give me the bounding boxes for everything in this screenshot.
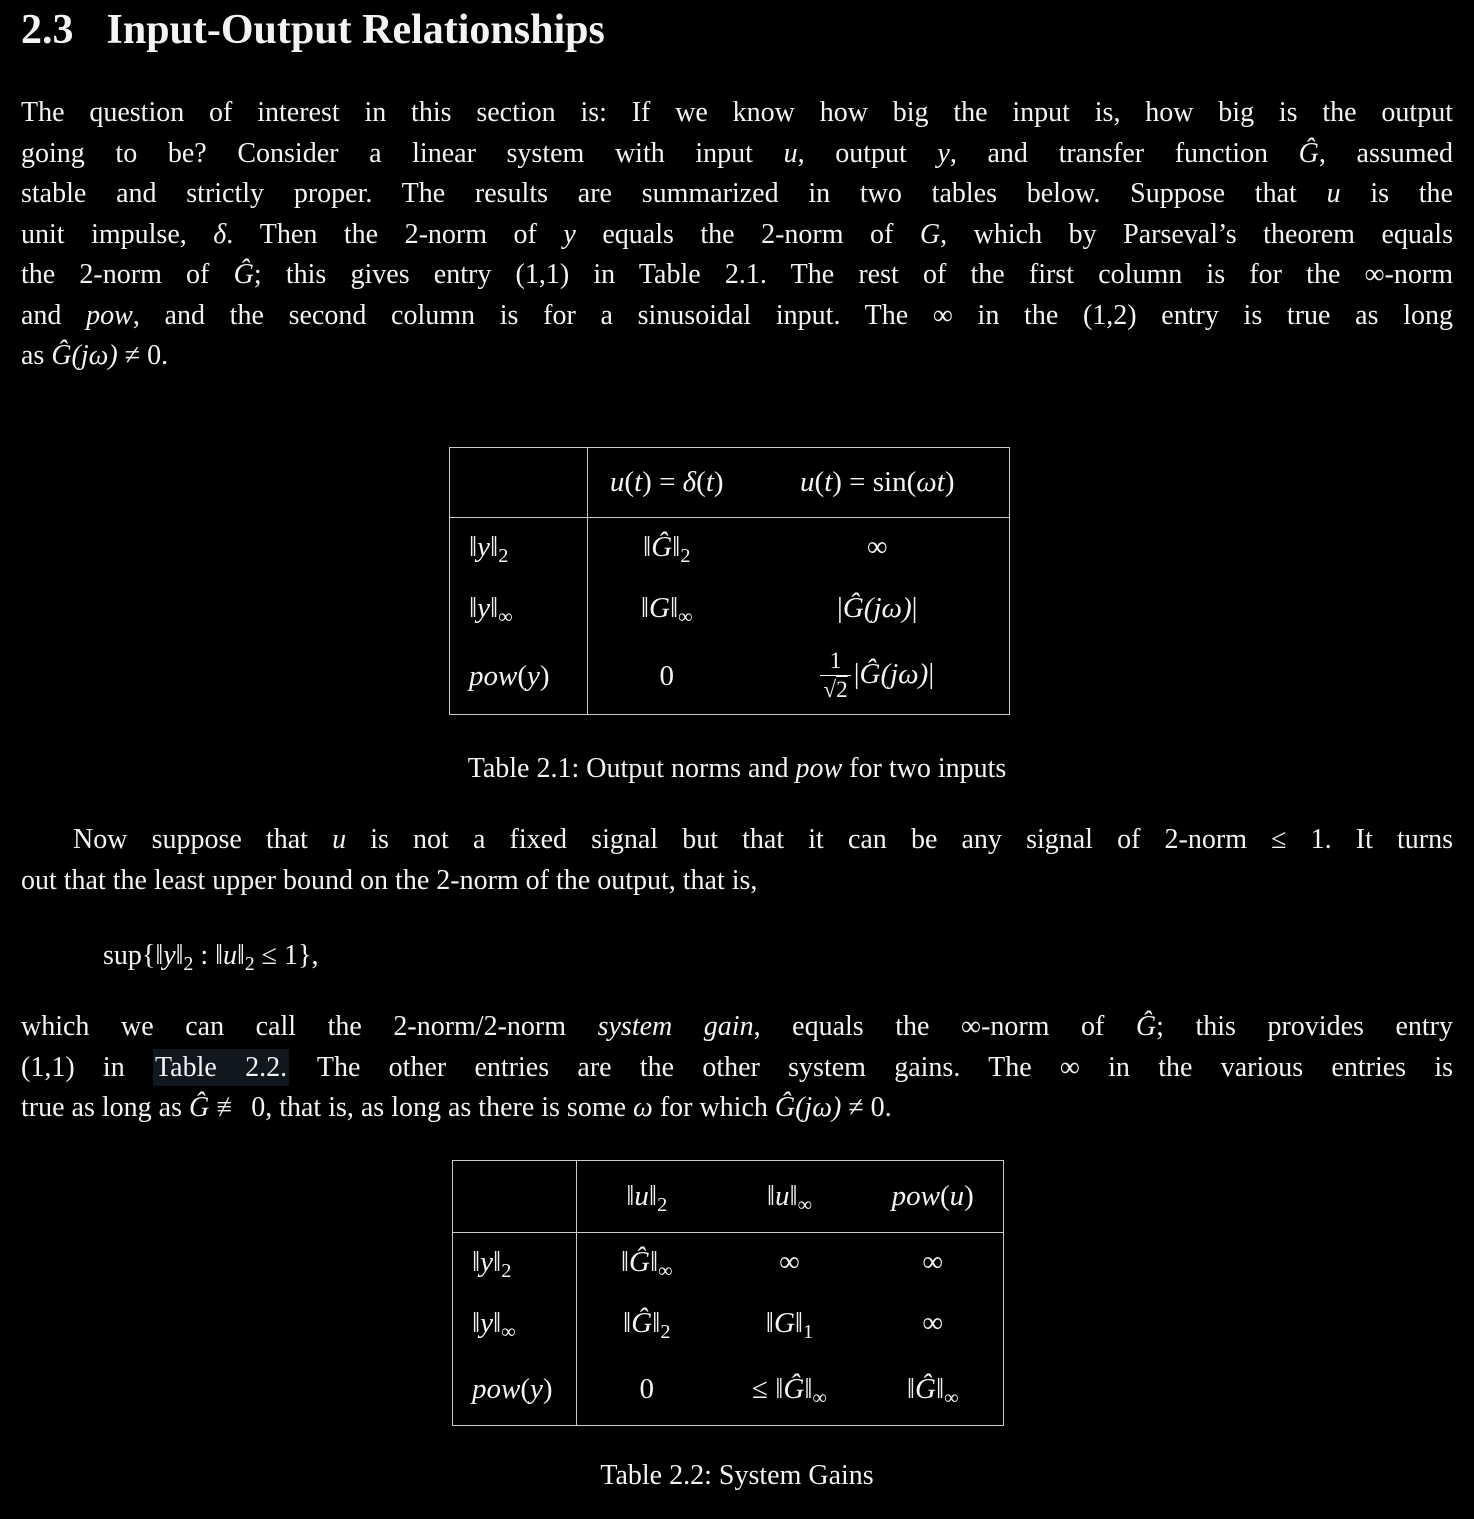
text-segment: Ĝ — [1298, 137, 1319, 169]
text-segment: t — [824, 466, 833, 498]
text-segment: the 2-norm of — [21, 259, 234, 290]
text-segment: ‖ — [493, 1307, 502, 1339]
paragraph-intro — [21, 93, 1453, 377]
text-line — [21, 1007, 1453, 1048]
text-segment: stable and strictly proper. The results are summarized in two tables below. Suppose that — [21, 178, 1327, 209]
text-segment: Ĝ — [629, 1246, 650, 1279]
text-segment: The question of interest in this section is: If we know how big the input is, how big is the output — [21, 97, 1453, 128]
text-segment: ‖ — [669, 592, 679, 624]
text-segment: ωt — [916, 466, 945, 498]
text-segment: ‖ — [672, 531, 681, 564]
row-label-yinfnorm — [453, 1293, 577, 1355]
table-header-row — [453, 1161, 1004, 1233]
text-segment: ( — [520, 1373, 531, 1406]
text-segment: ‖ — [472, 1307, 481, 1339]
table-cell — [588, 518, 746, 578]
text-line — [21, 336, 1453, 377]
text-segment: Ĝ — [233, 259, 254, 290]
system-gains-table — [452, 1160, 1004, 1426]
text-segment: , equals the ∞-norm of — [753, 1011, 1136, 1042]
text-segment: pow — [86, 299, 133, 331]
text-segment: ‖ — [640, 592, 650, 624]
text-segment: y — [477, 531, 491, 564]
text-segment: ≢ 0, that is, as long as there is some — [209, 1092, 634, 1123]
text-segment: equals the 2-norm of — [575, 218, 920, 250]
text-segment: ) — [713, 466, 724, 498]
text-segment: is not a fixed signal but that it can be any signal of 2-norm ≤ 1. It turns — [346, 824, 1454, 855]
text-segment: as — [21, 340, 52, 371]
text-segment: pow — [795, 753, 843, 784]
text-segment: ∞ — [922, 1246, 944, 1279]
fraction-rest — [854, 658, 934, 690]
text-line — [21, 93, 1453, 134]
text-segment: for which — [652, 1092, 775, 1123]
table-cell — [863, 1233, 1004, 1293]
text-segment: , and transfer function — [949, 137, 1299, 169]
text-segment: 2 — [244, 953, 255, 975]
row-label-y2norm — [450, 518, 588, 578]
text-segment: ‖ — [236, 940, 245, 971]
text-segment: 1 — [803, 1321, 814, 1344]
text-segment: ≤ 1}, — [254, 940, 319, 971]
table-row — [450, 640, 1010, 715]
table-row — [450, 518, 1010, 578]
row-label-y2norm — [453, 1233, 577, 1293]
text-segment: true as long as — [21, 1092, 189, 1123]
paragraph-gains-intro — [21, 820, 1453, 901]
text-segment: ( — [624, 466, 635, 498]
row-label-pow — [453, 1355, 577, 1426]
text-segment: | — [928, 658, 935, 691]
text-segment: ‖ — [794, 1307, 804, 1339]
text-segment: ) — [539, 660, 550, 693]
text-segment: unit impulse, — [21, 218, 214, 250]
table-corner-cell — [450, 448, 588, 518]
table-cell — [717, 1233, 863, 1293]
text-segment: y — [527, 660, 540, 693]
text-segment: ; this gives entry (1,1) in Table 2.1. The rest of the first column is for the ∞-norm — [253, 259, 1453, 290]
text-segment: δ — [213, 218, 227, 250]
table-cell — [577, 1293, 717, 1355]
text-segment: ‖ — [175, 940, 184, 971]
text-segment: ω — [633, 1092, 653, 1123]
text-segment: y — [477, 592, 491, 624]
fraction-denominator — [820, 675, 850, 705]
text-segment: ‖ — [469, 592, 478, 624]
table-cell — [863, 1355, 1004, 1426]
text-line — [21, 174, 1453, 215]
text-segment: u — [609, 466, 625, 498]
text-segment: ‖ — [469, 531, 478, 564]
text-segment: | — [911, 592, 918, 624]
text-segment: t — [705, 466, 714, 498]
text-segment: out that the least upper bound on the 2-norm of the output, that is, — [21, 864, 758, 896]
table-cell — [577, 1355, 717, 1426]
text-segment: ) = — [642, 466, 683, 498]
text-segment: Ĝ — [188, 1092, 210, 1123]
text-segment: ∞ — [779, 1246, 800, 1279]
text-segment: u — [634, 1180, 649, 1212]
text-segment: ‖ — [623, 1307, 632, 1339]
text-segment: y — [163, 940, 176, 971]
text-segment: ( — [696, 466, 706, 498]
text-segment: ‖ — [155, 940, 164, 971]
table-row — [450, 578, 1010, 640]
text-segment: ‖ — [935, 1373, 945, 1406]
row-label-pow — [450, 640, 588, 715]
text-segment: which we can call the 2-norm/2-norm — [21, 1011, 598, 1042]
header-cell-impulse-input — [588, 448, 746, 518]
text-segment: ‖ — [789, 1180, 798, 1212]
text-line — [21, 134, 1453, 175]
text-line — [21, 820, 1453, 861]
text-segment: ‖ — [765, 1307, 774, 1339]
section-heading — [21, 6, 605, 54]
table-2-1-caption — [0, 751, 1474, 787]
text-segment: ≠ 0. — [841, 1092, 892, 1123]
text-segment: Ĝ(jω) — [842, 592, 912, 624]
text-segment: for two inputs — [842, 753, 1007, 784]
table-row — [453, 1233, 1004, 1293]
text-segment: Ĝ(jω) — [774, 1092, 842, 1123]
text-segment: ‖ — [620, 1246, 630, 1279]
text-segment: Ĝ(jω) — [859, 658, 929, 691]
radicand: 2 — [836, 677, 848, 704]
header-cell-powu — [863, 1161, 1004, 1233]
fraction-numerator: 1 — [829, 648, 842, 675]
text-segment: ‖ — [804, 1373, 813, 1406]
text-segment: δ — [682, 466, 697, 498]
text-segment: going to be? Consider a linear system with input — [21, 137, 784, 169]
text-segment: ∞ — [658, 1260, 673, 1283]
text-segment: ‖ — [649, 1246, 659, 1279]
section-number: 2.3 — [21, 7, 74, 53]
text-segment: , assumed — [1318, 137, 1453, 169]
output-norms-table — [449, 447, 1010, 715]
text-segment: Table 2.1: Output norms and — [467, 753, 796, 784]
text-segment: (1,1) in — [21, 1051, 153, 1083]
text-segment: | — [837, 592, 843, 624]
text-segment: ‖ — [472, 1246, 481, 1279]
text-segment: 2 — [660, 1321, 671, 1344]
row-label-yinfnorm — [450, 578, 588, 640]
text-segment: Ĝ(jω) — [51, 340, 118, 371]
text-segment: ‖ — [766, 1180, 776, 1212]
text-segment: ‖ — [648, 1180, 658, 1212]
text-segment: ∞ — [866, 531, 888, 564]
text-segment: ∞ — [944, 1387, 959, 1410]
text-segment: Table 2.2: System Gains — [600, 1460, 874, 1491]
text-line — [21, 1088, 1453, 1129]
text-segment: Ĝ — [915, 1373, 936, 1406]
header-cell-sinusoid-input — [746, 448, 1010, 518]
paragraph-system-gain — [21, 1007, 1453, 1129]
text-segment: | — [853, 658, 860, 691]
table-row — [453, 1355, 1004, 1426]
text-segment: ( — [814, 466, 825, 498]
text-segment: ‖ — [626, 1180, 635, 1212]
text-segment: pow — [472, 1373, 521, 1406]
table-row — [453, 1293, 1004, 1355]
text-segment: , output — [797, 137, 938, 169]
text-segment: . Then the 2-norm of — [226, 218, 564, 250]
text-segment: u — [783, 137, 798, 169]
table-cell — [588, 578, 746, 640]
text-segment: ‖ — [652, 1307, 661, 1339]
text-segment: u — [332, 824, 347, 855]
text-segment: ∞ — [498, 606, 513, 629]
fraction — [820, 648, 850, 705]
text-segment: ( — [517, 660, 528, 693]
text-segment: Ĝ — [631, 1307, 653, 1339]
text-segment: u — [1326, 178, 1341, 209]
text-segment: ∞ — [501, 1321, 516, 1344]
text-segment: u — [222, 940, 237, 971]
text-segment: is the — [1340, 178, 1453, 209]
text-segment: 2 — [498, 545, 509, 568]
text-segment: 2 — [657, 1194, 668, 1217]
text-line — [21, 296, 1453, 337]
table-cell-fraction — [746, 640, 1010, 715]
text-segment: ∞ — [812, 1387, 827, 1410]
header-cell-uinfnorm — [717, 1161, 863, 1233]
text-segment: G — [649, 592, 670, 624]
text-segment: y — [480, 1307, 494, 1339]
text-segment: ≠ 0. — [117, 340, 169, 371]
text-segment: ‖ — [906, 1373, 916, 1406]
text-segment: ) = sin( — [832, 466, 917, 498]
text-segment: ) — [964, 1180, 974, 1212]
table-cell — [717, 1293, 863, 1355]
text-segment: pow — [469, 660, 518, 693]
table-header-row — [450, 448, 1010, 518]
display-formula-sup — [103, 936, 318, 976]
text-line — [21, 1048, 1453, 1089]
text-segment: ‖ — [490, 592, 499, 624]
text-segment: , and the second column is for a sinusoidal input. The ∞ in the (1,2) entry is true as long — [132, 299, 1453, 331]
table-2-2-caption — [0, 1458, 1474, 1494]
table-cell — [746, 518, 1010, 578]
text-segment: sup{ — [103, 940, 156, 971]
text-segment: Now suppose that — [73, 824, 333, 855]
header-cell-u2norm — [577, 1161, 717, 1233]
text-segment: ( — [940, 1180, 950, 1212]
text-segment: G — [773, 1307, 795, 1339]
text-segment: ) — [542, 1373, 553, 1406]
text-segment: ∞ — [797, 1194, 813, 1217]
text-segment: Ĝ — [783, 1373, 805, 1406]
text-segment: Ĝ — [1135, 1011, 1157, 1042]
text-segment: u — [800, 466, 815, 498]
text-segment: t — [634, 466, 643, 498]
text-segment: ‖ — [775, 1373, 784, 1406]
text-segment: y — [480, 1246, 494, 1279]
radical-sign: √ — [823, 677, 837, 704]
text-segment: Ĝ — [651, 531, 673, 564]
table-cell — [577, 1233, 717, 1293]
text-segment: 0 — [659, 660, 674, 693]
text-segment: y — [563, 218, 576, 250]
text-line — [21, 861, 1453, 902]
section-title: Input-Output Relationships — [106, 7, 605, 53]
text-segment: 0 — [639, 1373, 654, 1406]
text-segment: and — [21, 299, 87, 331]
text-segment: y — [530, 1373, 543, 1406]
text-segment: ‖ — [490, 531, 499, 564]
text-segment: ∞ — [678, 606, 693, 629]
table-corner-cell — [453, 1161, 577, 1233]
text-segment: ; this provides entry — [1156, 1011, 1453, 1042]
table-cell — [746, 578, 1010, 640]
text-segment: The other entries are the other system gains. The ∞ in the various entries is — [289, 1051, 1453, 1083]
text-segment: ‖ — [643, 531, 652, 564]
text-segment: G — [919, 218, 941, 250]
table-cell — [588, 640, 746, 715]
text-segment: u — [949, 1180, 965, 1212]
text-segment: ∞ — [922, 1307, 944, 1339]
text-segment: y — [937, 137, 950, 169]
text-segment: ‖ — [493, 1246, 502, 1279]
text-line — [21, 255, 1453, 296]
text-segment: , which by Parseval’s theorem equals — [940, 218, 1453, 250]
text-segment: ) — [944, 466, 955, 498]
text-segment: : — [193, 940, 216, 971]
table-cell — [863, 1293, 1004, 1355]
text-segment: u — [775, 1180, 790, 1212]
text-line — [21, 215, 1453, 256]
text-segment: ≤ — [752, 1373, 776, 1406]
table-cell — [717, 1355, 863, 1426]
highlighted-table-reference: Table 2.2. — [153, 1049, 289, 1086]
text-segment: system gain — [597, 1011, 754, 1042]
text-segment: 2 — [183, 953, 194, 975]
text-segment: ‖ — [215, 940, 223, 971]
text-segment: 2 — [680, 545, 691, 568]
text-segment: 2 — [501, 1260, 512, 1283]
text-segment: pow — [891, 1180, 940, 1212]
